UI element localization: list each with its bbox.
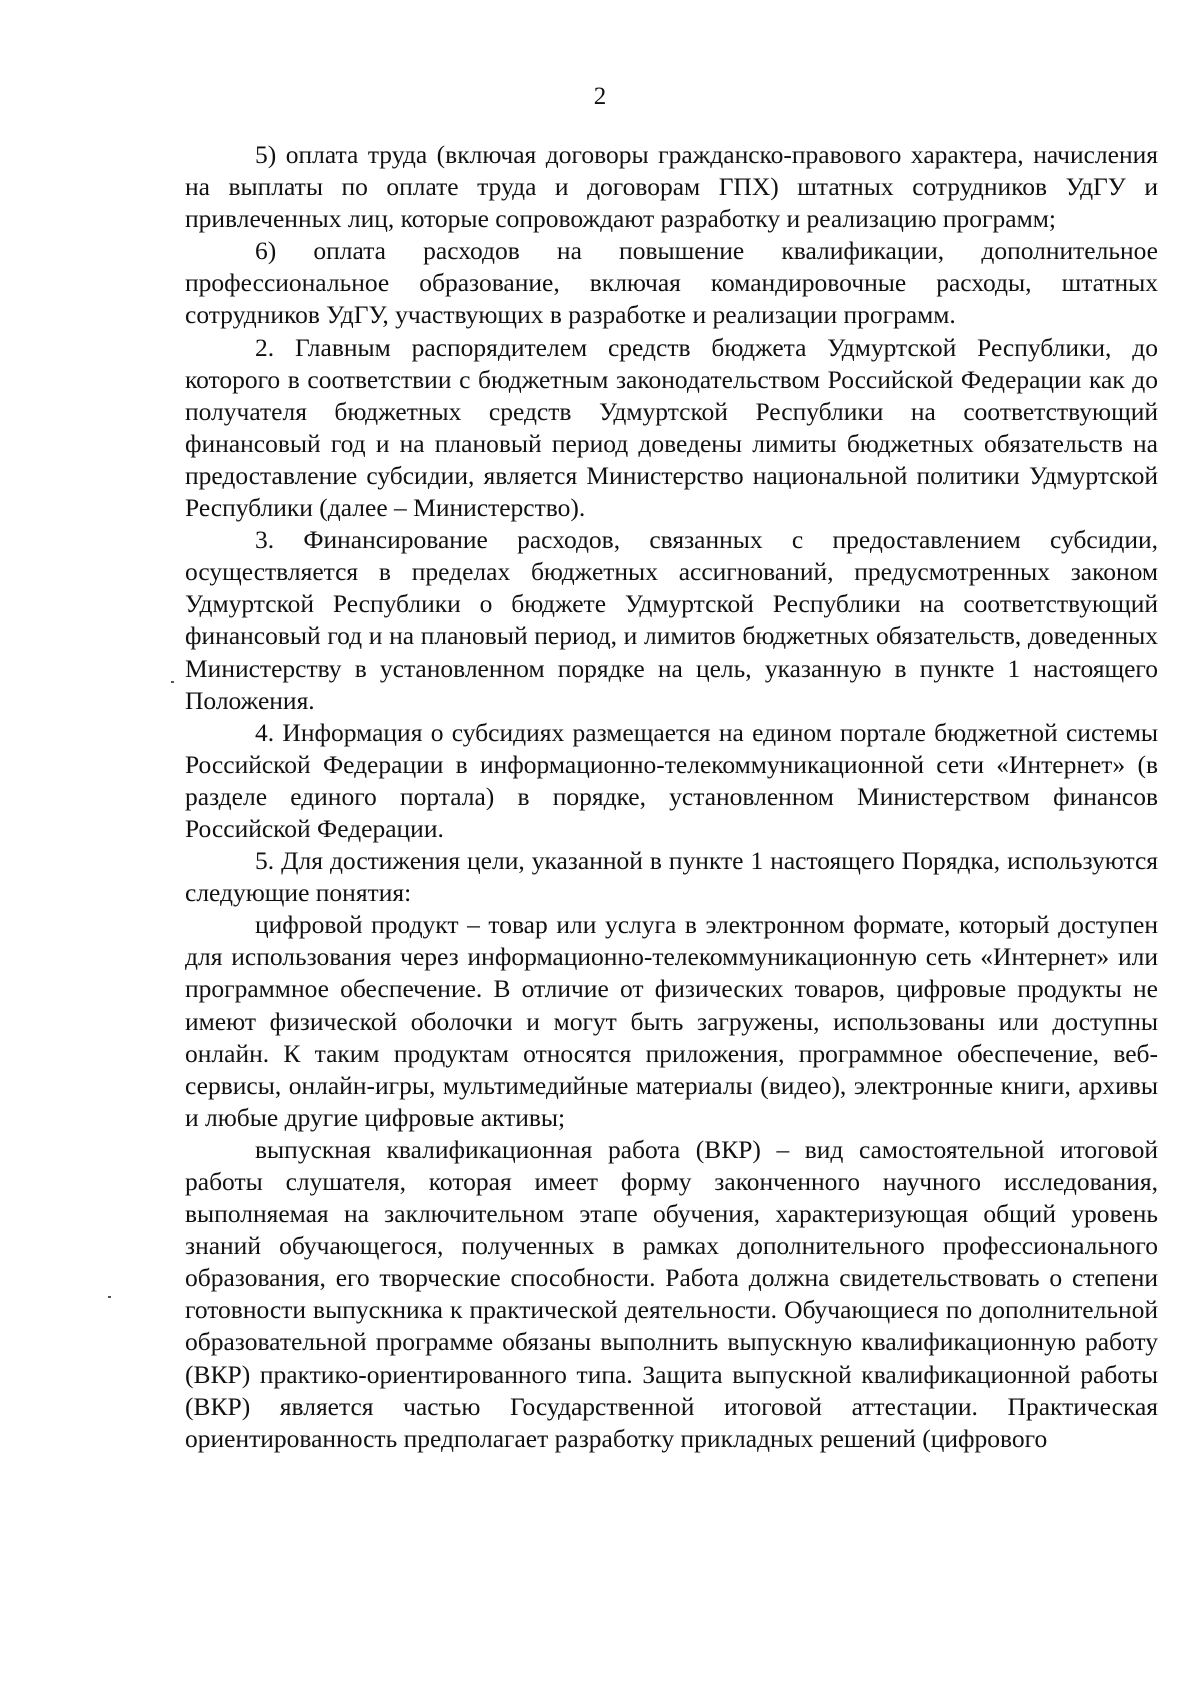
paragraph-item-5-wages: 5) оплата труда (включая договоры гражданско-правового характера, начисления на выплаты по оплате труда и договорам ГПХ) штатных сотрудников УдГУ и привлеченных лиц, которые сопровождают разработку и реализацию программ; xyxy=(185,140,1158,234)
scan-speck xyxy=(171,681,174,683)
document-body xyxy=(185,139,1158,1455)
paragraph-5-definitions-intro: 5. Для достижения цели, указанной в пункте 1 настоящего Порядка, используются следующие понятия: xyxy=(185,846,1158,908)
page-number: 2 xyxy=(593,83,607,110)
paragraph-item-6-training: 6) оплата расходов на повышение квалификации, дополнительное профессиональное образование, включая командировочные расходы, штатных сотрудников УдГУ, участвующих в разработке и реализации программ. xyxy=(185,236,1158,330)
definition-graduation-thesis: выпускная квалификационная работа (ВКР) – вид самостоятельной итоговой работы слушателя, которая имеет форму законченного научного исследования, выполняемая на заключительном этапе обучения, характеризующая общий уровень знаний обучающегося, полученных в рамках дополнительного профессионального образования, его творческие способности. Работа должна свидетельствовать о степени готовности выпускника к практической деятельности. Обучающиеся по дополнительной образовательной программе обязаны выполнить выпускную квалификационную работу (ВКР) практико-ориентированного типа. Защита выпускной квалификационной работы (ВКР) является частью Государственной итоговой аттестации. Практическая ориентированность предполагает разработку прикладных решений (цифрового xyxy=(185,1134,1158,1453)
definition-digital-product: цифровой продукт – товар или услуга в электронном формате, который доступен для использования через информационно-телекоммуникационную сеть «Интернет» или программное обеспечение. В отличие от физических товаров, цифровые продукты не имеют физической оболочки и могут быть загружены, использованы или доступны онлайн. К таким продуктам относятся приложения, программное обеспечение, веб-сервисы, онлайн-игры, мультимедийные материалы (видео), электронные книги, архивы и любые другие цифровые активы; xyxy=(185,910,1158,1132)
paragraph-4-information: 4. Информация о субсидиях размещается на едином портале бюджетной системы Российской Федерации в информационно-телекоммуникационной сети «Интернет» (в разделе единого портала) в порядке, установленном Министерством финансов Российской Федерации. xyxy=(185,717,1158,843)
scan-speck xyxy=(108,1296,111,1298)
paragraph-2-chief-administrator: 2. Главным распорядителем средств бюджета Удмуртской Республики, до которого в соответствии с бюджетным законодательством Российской Федерации как до получателя бюджетных средств Удмуртской Республики на соответствующий финансовый год и на плановый период доведены лимиты бюджетных обязательств на предоставление субсидии, является Министерство национальной политики Удмуртской Республики (далее – Министерство). xyxy=(185,332,1158,523)
paragraph-3-financing: 3. Финансирование расходов, связанных с предоставлением субсидии, осуществляется в пределах бюджетных ассигнований, предусмотренных законом Удмуртской Республики о бюджете Удмуртской Республики на соответствующий финансовый год и на плановый период, и лимитов бюджетных обязательств, доведенных Министерству в установленном порядке на цель, указанную в пункте 1 настоящего Положения. xyxy=(185,525,1158,715)
